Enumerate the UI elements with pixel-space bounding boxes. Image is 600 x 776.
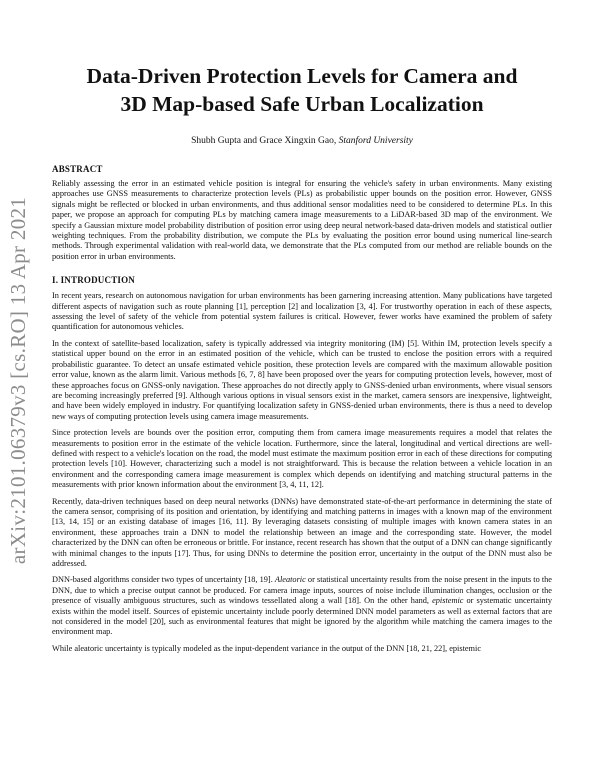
- author-line: [52, 136, 552, 146]
- title-line-2: 3D Map-based Safe Urban Localization: [120, 92, 484, 116]
- p5-emphasis-epistemic: epistemic: [432, 596, 464, 606]
- introduction-heading: I. INTRODUCTION: [52, 275, 136, 286]
- arxiv-identifier: arXiv:2101.06379v3 [cs.RO] 13 Apr 2021: [6, 196, 31, 564]
- intro-paragraph-3: Since protection levels are bounds over the position error, computing them from camera image measurements requires a model that relates the measurements to position error in the estimate of the vehicle location. Furthermore, since the lateral, longitudinal and vertical directions are well-defined with respect to a vehicle's location on the road, the model must estimate the maximum position error in each of these directions for computing protection levels [10]. However, characterizing such a model is not straightforward. This is because the relation between a vehicle location in an environment and the corresponding camera image measurement is complex which depends on identifying and matching structural patterns in the measurements with prior known information about the environment [3, 4, 11, 12].: [52, 428, 552, 490]
- intro-paragraph-4: Recently, data-driven techniques based on deep neural networks (DNNs) have demonstrated state-of-the-art performance in determining the state of the camera sensor, comprising of its position and orientation, by identifying and matching patterns in images with a known map of the environment [13, 14, 15] or an existing database of images [16, 11]. By leveraging datasets consisting of multiple images with known camera states in an environment, these approaches train a DNN to model the relationship between an image and the corresponding state. However, the model characterized by the DNN can often be erroneous or brittle. For instance, recent research has shown that the output of a DNN can change significantly with minimal changes to the inputs [17]. Thus, for using DNNs to determine the position error, uncertainty in the output of the DNN must also be addressed.: [52, 496, 552, 568]
- author-names: Shubh Gupta and Grace Xingxin Gao,: [191, 136, 339, 146]
- intro-paragraph-2: In the context of satellite-based localization, safety is typically addressed via integrity monitoring (IM) [5]. Within IM, protection levels specify a statistical upper bound on the error in an estimated position of the vehicle, which can be trusted to enclose the position errors with a required probabilistic guarantee. To detect an unsafe estimated vehicle position, these protection levels are compared with the maximum allowable position error value, known as the alarm limit. Various methods [6, 7, 8] have been proposed over the years for computing protection levels, however, most of these approaches focus on GNSS-only navigation. These approaches do not directly apply to GNSS-denied urban environments, where visual sensors are becoming increasingly preferred [9]. Although various options in visual sensors exist in the market, camera sensors are inexpensive, lightweight, and have been widely employed in industry. For quantifying localization safety in GNSS-denied urban environments, there is thus a need to develop new ways of computing protection levels using camera image measurements.: [52, 338, 552, 421]
- p5-emphasis-aleatoric: Aleatoric: [274, 575, 306, 585]
- p5-text-1: DNN-based algorithms consider two types of uncertainty [18, 19].: [52, 575, 275, 585]
- arxiv-identifier-stamp: [6, 115, 32, 645]
- intro-paragraph-6: While aleatoric uncertainty is typically modeled as the input-dependent variance in the output of the DNN [18, 21, 22], epistemic: [52, 643, 481, 653]
- p5-text-2: or statistical uncertainty results from the noise present in the inputs to the DNN, due to which a precise output cannot be produced. For camera image inputs, sources of noise include illumination changes, occlusion or the presence of visually ambiguous structures, such as windows tessellated along a wall [18]. On the other hand,: [52, 575, 552, 606]
- title-line-1: Data-Driven Protection Levels for Camera and: [86, 64, 518, 88]
- paper-page: [52, 62, 552, 660]
- intro-paragraph-5: [52, 575, 552, 637]
- p5-text-3: or systematic uncertainty exists within the model itself. Sources of epistemic uncertainty include poorly determined DNN model parameters as well as external factors that are not considered in the model [20], such as environmental features that might be ignored by the algorithm while matching the camera images to the environment map.: [52, 596, 552, 637]
- paper-title: [52, 62, 552, 118]
- intro-paragraph-1: In recent years, research on autonomous navigation for urban environments has been garnering increasing attention. Many publications have targeted different aspects of navigation such as route planning [1], perception [2] and localization [3, 4]. For trustworthy operation in each of these aspects, assessing the level of safety of the vehicle from potential system failures is critical. However, fewer works have examined the problem of safety quantification for autonomous vehicles.: [52, 291, 552, 332]
- author-affiliation: Stanford University: [338, 136, 413, 146]
- abstract-text: Reliably assessing the error in an estimated vehicle position is integral for ensuring the vehicle's safety in urban environments. Many existing approaches use GNSS measurements to characterize protection levels (PLs) as probabilistic upper bounds on the position error. However, GNSS signals might be reflected or blocked in urban environments, and thus additional sensor modalities need to be considered to determine PLs. In this paper, we propose an approach for computing PLs by matching camera image measurements to a LiDAR-based 3D map of the environment. We specify a Gaussian mixture model probability distribution of position error using deep neural network-based data-driven models and statistical outlier weighting techniques. From the probability distribution, we compute the PLs by evaluating the position error bound using numerical line-search methods. Through experimental validation with real-world data, we demonstrate that the PLs computed from our method are reliable bounds on the position error in urban environments.: [52, 179, 552, 261]
- abstract-heading: ABSTRACT: [52, 164, 103, 174]
